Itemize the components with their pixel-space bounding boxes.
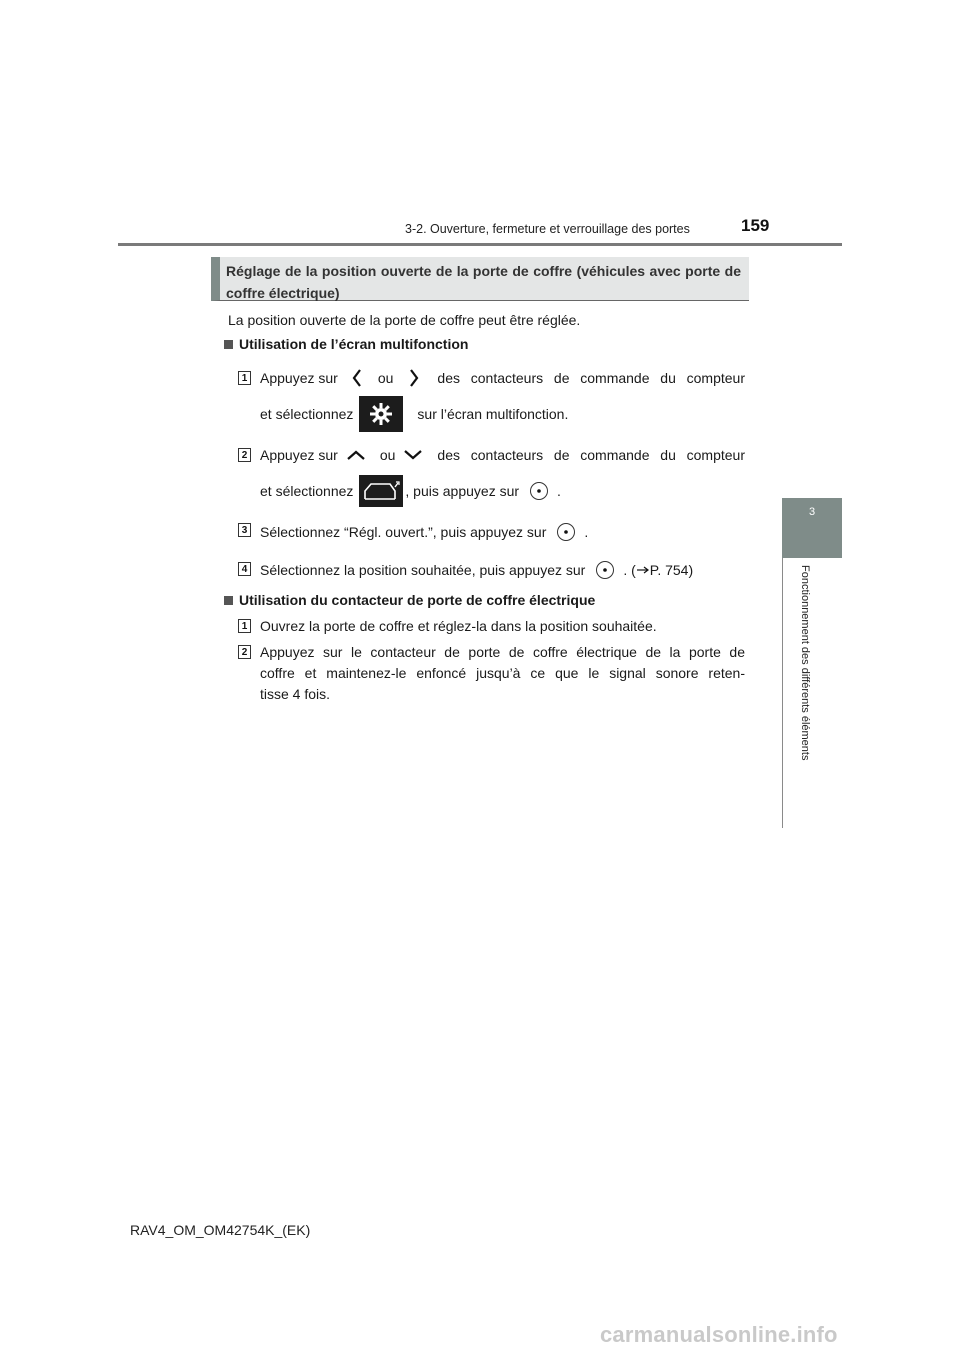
step-text: des contacteurs de commande du compteur — [437, 447, 745, 463]
step-text: sur l’écran multifonction. — [417, 406, 569, 422]
step-line — [260, 368, 745, 388]
ok-button-icon — [595, 560, 615, 580]
step-text: et sélectionnez — [260, 483, 354, 499]
chevron-up-icon — [346, 449, 366, 461]
step-text: . ( — [623, 562, 636, 578]
footer-code: RAV4_OM_OM42754K_(EK) — [130, 1222, 311, 1238]
step-text: Appuyez sur le contacteur de porte de coffre électrique de la porte de — [260, 644, 745, 660]
subsection-title-display — [224, 336, 468, 352]
bullet-square-icon — [224, 340, 233, 349]
step-text: coffre et maintenez-le enfoncé jusqu’à ce que le signal sonore reten- — [260, 665, 745, 681]
step-text: ou — [377, 370, 394, 386]
chapter-number: 3 — [808, 506, 816, 518]
ok-button-icon — [529, 481, 549, 501]
step-line — [260, 475, 561, 507]
step-text: Appuyez sur — [260, 447, 338, 463]
step-text: Sélectionnez la position souhaitée, puis appuyez sur — [260, 562, 586, 578]
step-line — [260, 560, 693, 580]
step-text: Sélectionnez “Régl. ouvert.”, puis appuyez sur — [260, 524, 547, 540]
step-text: des contacteurs de commande du compteur — [437, 370, 745, 386]
step-text: P. 754) — [649, 562, 694, 578]
chevron-right-icon — [409, 368, 419, 388]
chapter-tab — [782, 498, 842, 558]
ok-button-icon — [556, 522, 576, 542]
step-number: 3 — [238, 523, 251, 537]
step-number: 1 — [238, 619, 251, 633]
right-arrow-icon — [637, 565, 649, 575]
gear-icon — [359, 396, 403, 432]
step-line — [260, 522, 588, 542]
step-text: et sélectionnez — [260, 406, 354, 422]
bullet-square-icon — [224, 596, 233, 605]
intro-text: La position ouverte de la porte de coffre peut être réglée. — [228, 312, 581, 328]
subsection-title-switch — [224, 592, 595, 608]
step-line — [260, 396, 568, 432]
header-rule — [118, 243, 842, 246]
page-number: 159 — [741, 216, 770, 235]
step-line — [260, 446, 745, 464]
step-text: . — [557, 483, 561, 499]
step-text: , puis appuyez sur — [405, 483, 520, 499]
step-number: 2 — [238, 448, 251, 462]
watermark: carmanualsonline.info — [600, 1322, 838, 1347]
step-text: Ouvrez la porte de coffre et réglez-la dans la position souhaitée. — [260, 618, 657, 634]
section-heading: Réglage de la position ouverte de la porte de coffre (véhicules avec porte de coffre électrique) — [211, 257, 749, 301]
tab-divider — [782, 558, 783, 828]
step-number: 2 — [238, 645, 251, 659]
chevron-down-icon — [403, 449, 423, 461]
section-label: 3-2. Ouverture, fermeture et verrouillage des portes — [405, 222, 690, 236]
subsection-title-text: Utilisation du contacteur de porte de coffre électrique — [239, 592, 596, 608]
step-text: tisse 4 fois. — [260, 686, 331, 702]
step-text: . — [584, 524, 589, 540]
step-number: 1 — [238, 371, 251, 385]
chapter-title: Fonctionnement des différents éléments — [799, 565, 811, 761]
chevron-left-icon — [352, 368, 362, 388]
step-number: 4 — [238, 562, 251, 576]
step-text: Appuyez sur — [260, 370, 338, 386]
step-text: ou — [379, 447, 396, 463]
vehicle-tailgate-icon — [359, 475, 403, 507]
subsection-title-text: Utilisation de l’écran multifonction — [239, 336, 469, 352]
